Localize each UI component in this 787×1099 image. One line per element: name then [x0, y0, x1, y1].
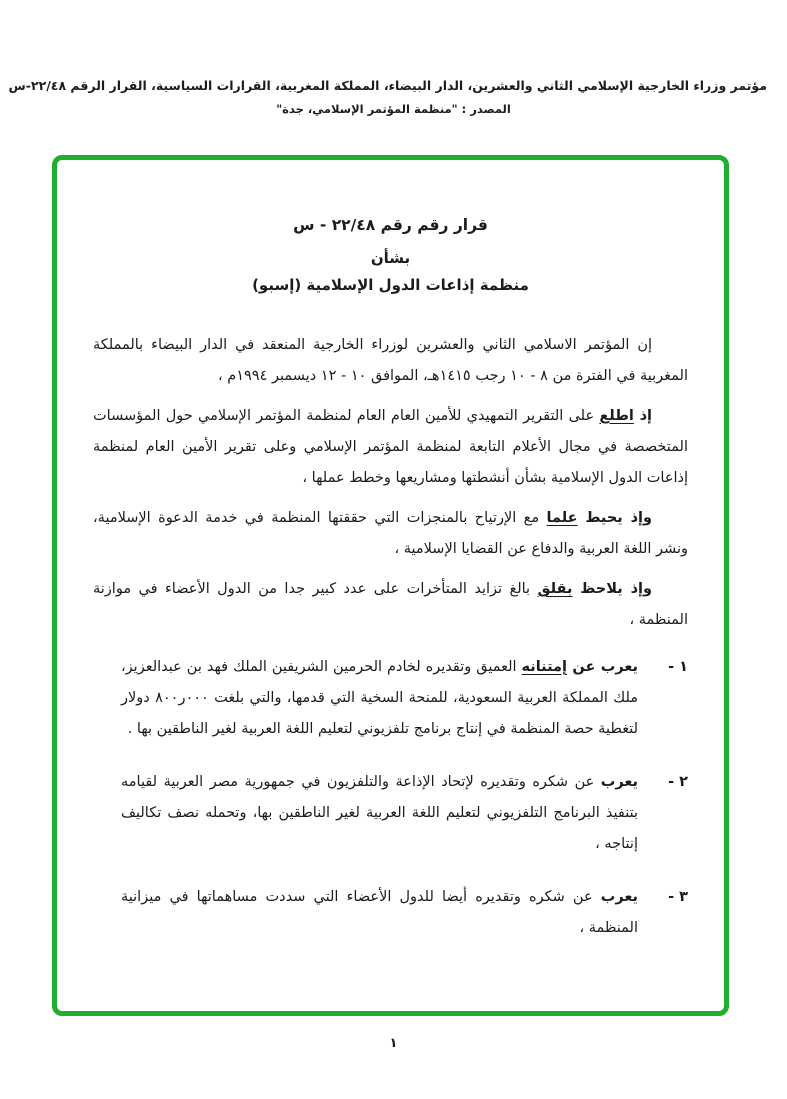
page-number: ١: [389, 1036, 398, 1051]
item-text: [93, 652, 638, 745]
paragraph-lead: إذ: [633, 408, 652, 424]
header-source: المصدر : "منظمة المؤتمر الإسلامي، جدة": [276, 102, 511, 116]
resolution-border-frame: [52, 155, 729, 1016]
paragraph-lead-underlined: اطلع: [599, 408, 634, 424]
item-text: [93, 767, 638, 860]
paragraph-lead: وإذ يحيط: [577, 510, 652, 526]
preamble-paragraph: [93, 503, 688, 565]
paragraph-text: مع الإرتياح بالمنجزات التي حققتها المنظمة في خدمة الدعوة الإسلامية، ونشر اللغة العربية والدفاع عن القضايا الإسلامية ،: [93, 510, 688, 557]
item-number: ١ -: [668, 659, 688, 675]
item-body: عن شكره وتقديره لإتحاد الإذاعة والتلفزيون في جمهورية مصر العربية لقيامه بتنفيذ البرنامج التلفزيوني لتعليم اللغة العربية لغير الناطقين بها، وتحمله نصف تكاليف إنتاجه ،: [121, 774, 638, 852]
paragraph-lead: وإذ يلاحظ: [572, 581, 653, 597]
paragraph-text: إن المؤتمر الاسلامي الثاني والعشرين لوزراء الخارجية المنعقد في الدار البيضاء بالمملكة المغربية في الفترة من ٨ - ١٠ رجب ١٤١٥هـ، الموافق ١٠ - ١٢ ديسمبر ١٩٩٤م ،: [93, 337, 688, 384]
item-lead: يعرب: [600, 774, 638, 790]
resolution-content: [57, 160, 724, 1011]
preamble-paragraph: [93, 330, 688, 392]
item-lead: يعرب: [600, 889, 638, 905]
paragraph-text: بالغ تزايد المتأخرات على عدد كبير جدا من الدول الأعضاء في موازنة المنظمة ،: [93, 581, 688, 628]
title-block: [93, 216, 688, 294]
preamble-paragraph: [93, 401, 688, 494]
paragraph-lead-underlined: علما: [546, 510, 578, 526]
paragraph-text: على التقرير التمهيدي للأمين العام العام لمنظمة المؤتمر الإسلامي حول المؤسسات المتخصصة في مجال الأعلام التابعة لمنظمة المؤتمر الإسلامي وعلى تقرير الأمين العام لمنظمة إذاعات الدول الإسلامية بشأن أنشطتها ومشاريعها وخطط عملها ،: [93, 408, 688, 486]
organization-title: منظمة إذاعات الدول الإسلامية (إسبو): [252, 276, 529, 294]
subject-label: بشأن: [370, 249, 411, 267]
item-body: عن شكره وتقديره أيضا للدول الأعضاء التي سددت مساهماتها في ميزانية المنظمة ،: [121, 889, 638, 936]
list-item: [93, 882, 688, 944]
item-lead-underlined: إمتنانه: [521, 659, 567, 675]
paragraph-lead-underlined: بقلق: [537, 581, 573, 597]
item-text: [93, 882, 638, 944]
operative-items: [93, 652, 688, 944]
item-body: العميق وتقديره لخادم الحرمين الشريفين الملك فهد بن عبدالعزيز، ملك المملكة العربية السعودية، للمنحة السخية التي قدمها، والتي بلغت ٠٠٠ر٨٠٠ دولار لتغطية حصة المنظمة في إنتاج برنامج تلفزيوني لتعليم اللغة العربية لغير الناطقين بها .: [121, 659, 639, 737]
list-item: [93, 652, 688, 745]
item-lead: يعرب عن: [566, 659, 638, 675]
preamble-paragraph: [93, 574, 688, 636]
document-header: [8, 78, 767, 116]
resolution-number-title: قرار رقم رقم ٢٢/٤٨ - س: [293, 216, 488, 234]
list-item: [93, 767, 688, 860]
item-number: ٣ -: [668, 889, 688, 905]
item-number: ٢ -: [668, 774, 688, 790]
header-citation: مؤتمر وزراء الخارجية الإسلامي الثاني والعشرين، الدار البيضاء، المملكة المغربية، القرارات السياسية، القرار الرقم ٢٢/٤٨-س: [8, 78, 767, 93]
